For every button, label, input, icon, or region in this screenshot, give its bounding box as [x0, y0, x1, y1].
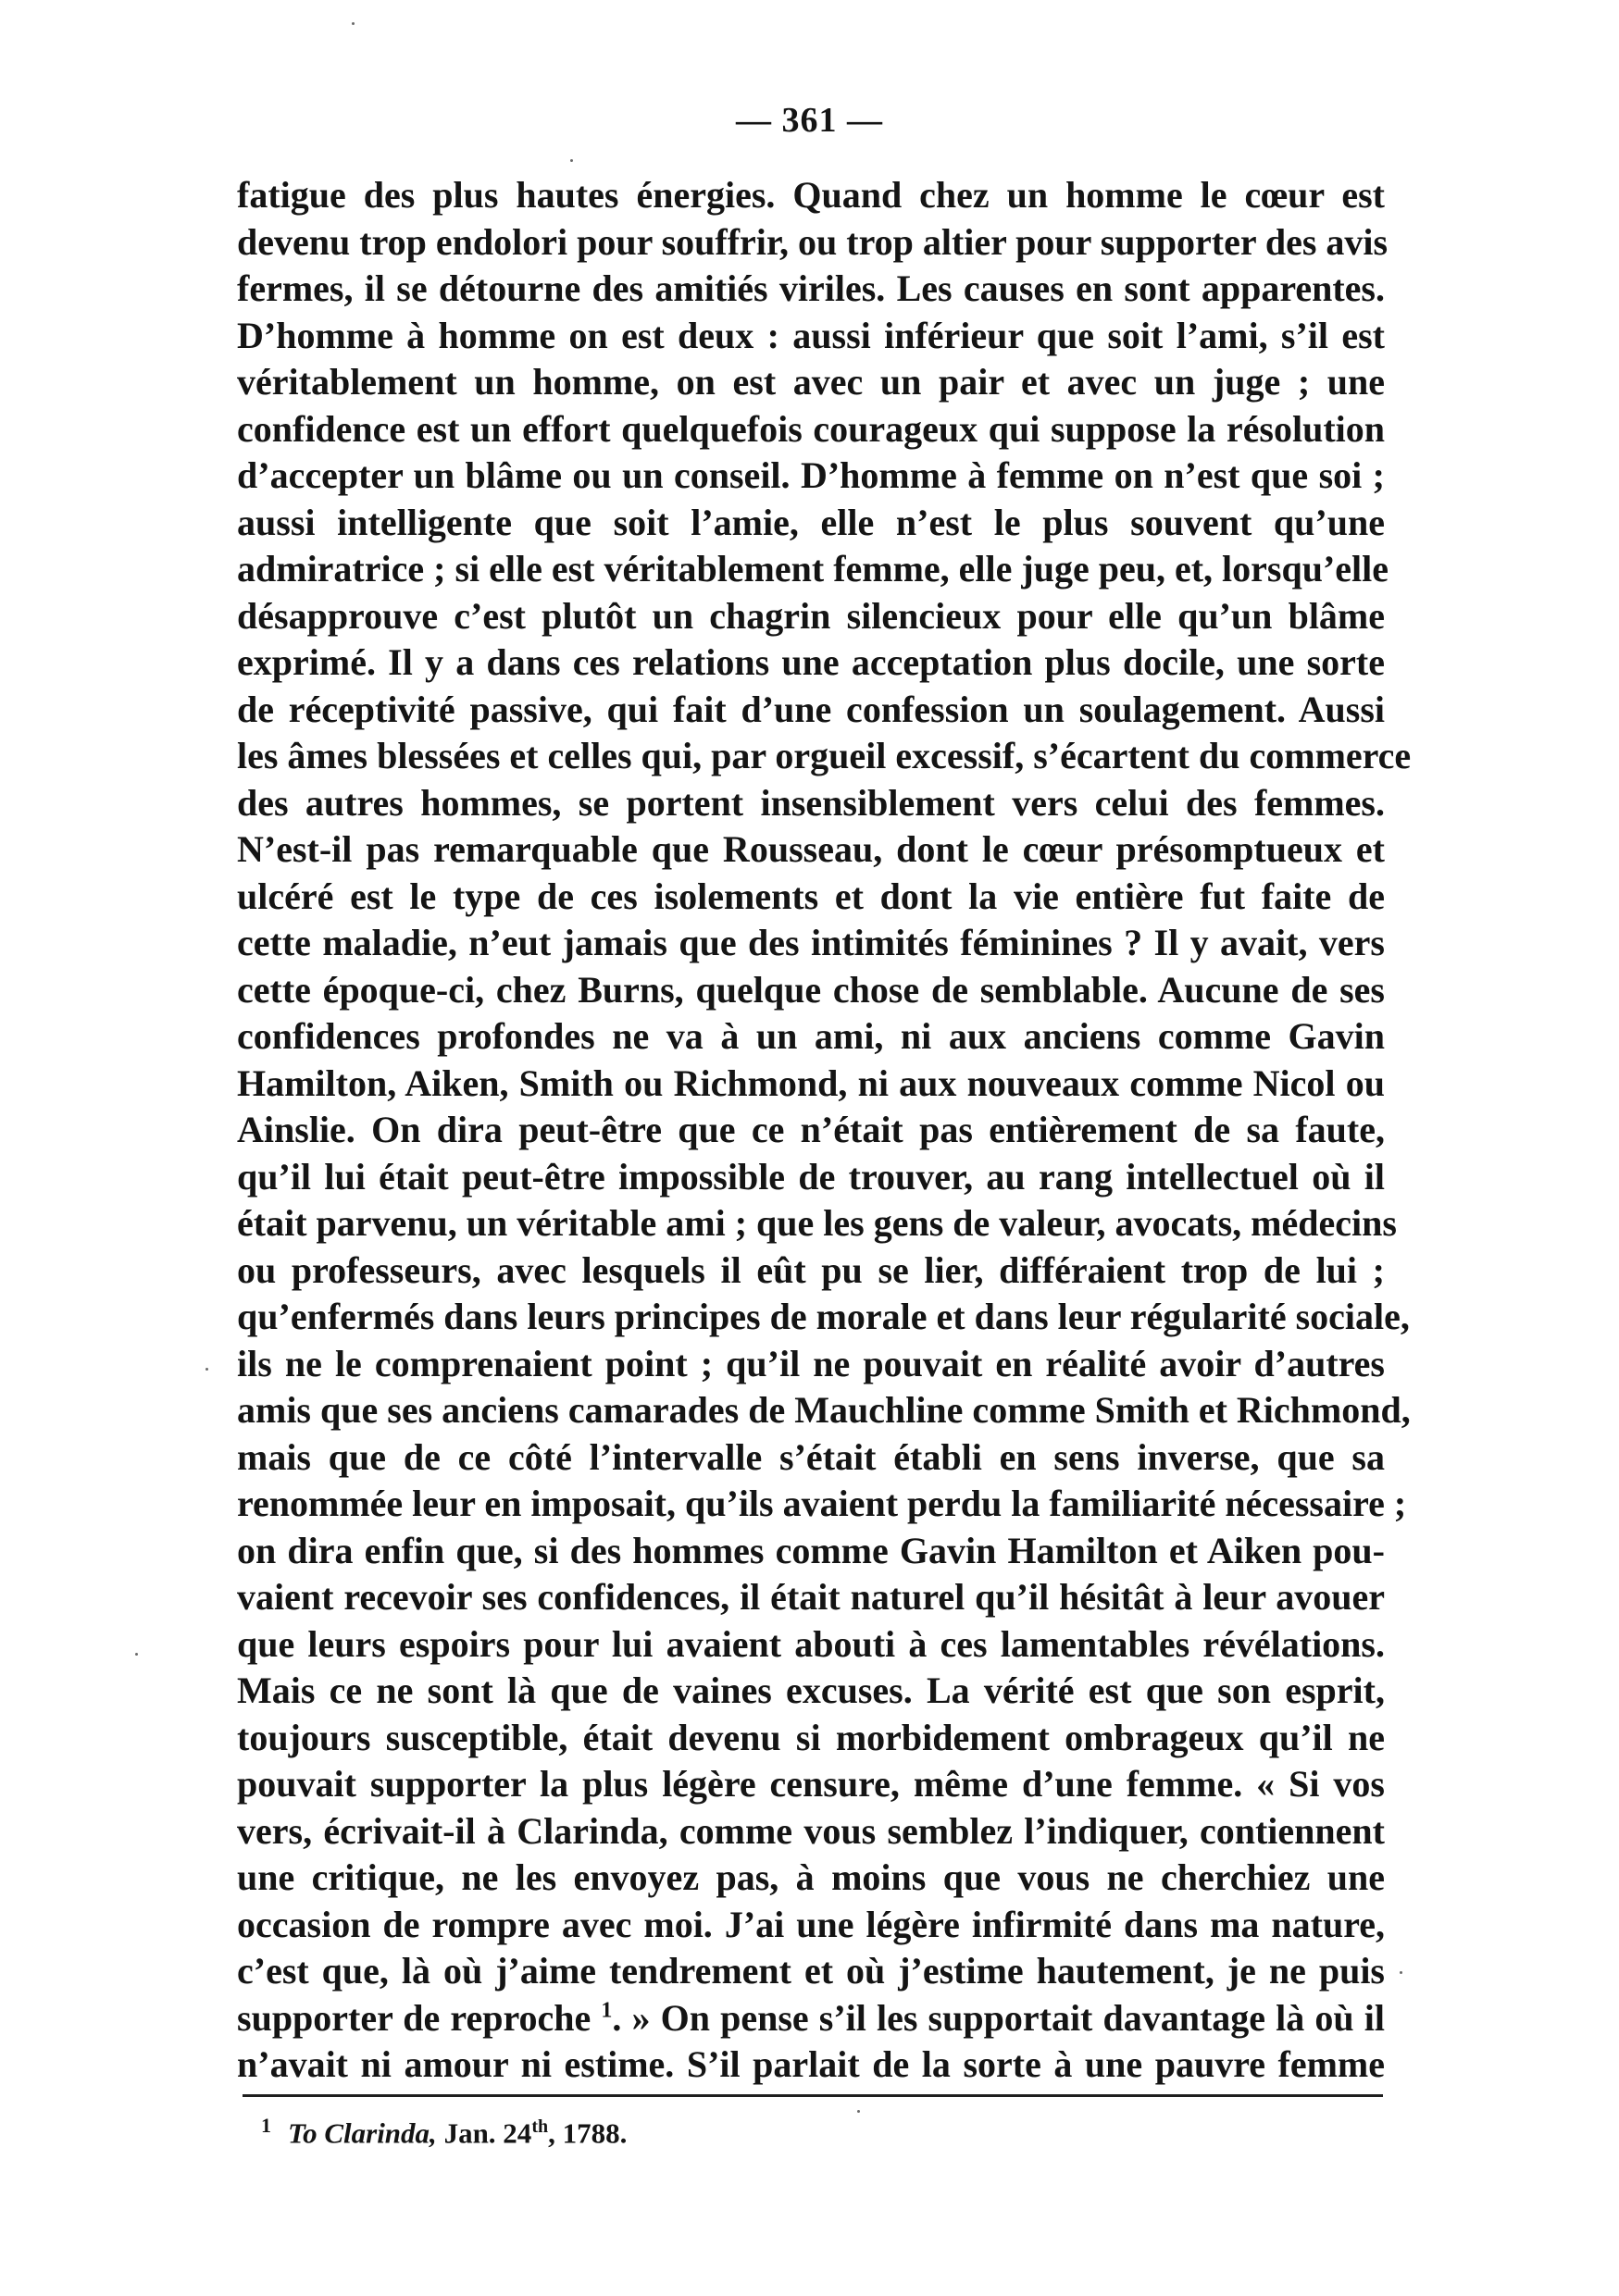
- text-line: d’accepter un blâme ou un conseil. D’homme à femme on n’est que soi ;: [237, 454, 1385, 496]
- text-line: ulcéré est le type de ces isolements et dont la vie entière fut faite de: [237, 875, 1385, 917]
- text-line: D’homme à homme on est deux : aussi inférieur que soit l’ami, s’il est: [237, 314, 1385, 356]
- text-line: admiratrice ; si elle est véritablement femme, elle juge peu, et, lorsqu’elle: [237, 548, 1389, 590]
- footnote-source: To Clarinda,: [288, 2116, 437, 2150]
- text-line: fermes, il se détourne des amitiés viriles. Les causes en sont apparentes.: [237, 267, 1385, 309]
- text-line: qu’il lui était peut-être impossible de trouver, au rang intellectuel où il: [237, 1155, 1385, 1198]
- paper-speck: [205, 1368, 208, 1371]
- text-line: Mais ce ne sont là que de vaines excuses. La vérité est que son esprit,: [237, 1669, 1385, 1711]
- text-line: qu’enfermés dans leurs principes de morale et dans leur régularité sociale,: [237, 1296, 1410, 1337]
- text-line: véritablement un homme, on est avec un pair et avec un juge ; une: [237, 361, 1385, 403]
- text-line: aussi intelligente que soit l’amie, elle n’est le plus souvent qu’une: [237, 501, 1385, 543]
- text-line: de réceptivité passive, qui fait d’une confession un soulagement. Aussi: [237, 688, 1385, 730]
- paper-speck: [1400, 1971, 1402, 1974]
- text-line: N’est-il pas remarquable que Rousseau, dont le cœur présomptueux et: [237, 828, 1385, 870]
- paper-speck: [570, 159, 573, 162]
- text-line: des autres hommes, se portent insensiblement vers celui des femmes.: [237, 781, 1385, 824]
- text-line: vaient recevoir ses confidences, il était naturel qu’il hésitât à leur avouer: [237, 1576, 1385, 1618]
- text-line: confidences profondes ne va à un ami, ni aux anciens comme Gavin: [237, 1015, 1385, 1057]
- text-line: renommée leur en imposait, qu’ils avaient perdu la familiarité nécessaire ;: [237, 1483, 1407, 1524]
- text-line: ou professeurs, avec lesquels il eût pu se lier, différaient trop de lui ;: [237, 1248, 1385, 1291]
- text-line: désapprouve c’est plutôt un chagrin silencieux pour elle qu’un blâme: [237, 594, 1385, 637]
- footnote-divider: [243, 2094, 1383, 2097]
- footnote-mark: 1: [261, 2114, 271, 2137]
- text-line: cette maladie, n’eut jamais que des intimités féminines ? Il y avait, vers: [237, 922, 1385, 963]
- paper-speck: [352, 22, 355, 25]
- page-number: — 361 —: [736, 101, 883, 140]
- text-line: c’est que, là où j’aime tendrement et où j’estime hautement, je ne puis: [237, 1950, 1385, 1992]
- text-line: n’avait ni amour ni estime. S’il parlait de la sorte à une pauvre femme: [237, 2043, 1385, 2085]
- footnote-date: Jan. 24: [443, 2116, 532, 2150]
- text-line: Ainslie. On dira peut-être que ce n’était pas entièrement de sa faute,: [237, 1109, 1385, 1150]
- text-line: ils ne le comprenaient point ; qu’il ne pouvait en réalité avoir d’autres: [237, 1342, 1385, 1384]
- text-line-with-footnote-ref: [237, 1995, 1385, 2042]
- text-line: était parvenu, un véritable ami ; que les gens de valeur, avocats, médecins: [237, 1202, 1397, 1244]
- footnote-date-suffix: th: [531, 2116, 549, 2137]
- text-line: une critique, ne les envoyez pas, à moins que vous ne cherchiez une: [237, 1856, 1385, 1898]
- text-line: cette époque-ci, chez Burns, quelque chose de semblable. Aucune de ses: [237, 968, 1385, 1011]
- text-line: occasion de rompre avec moi. J’ai une légère infirmité dans ma nature,: [237, 1903, 1385, 1945]
- text-line: Hamilton, Aiken, Smith ou Richmond, ni aux nouveaux comme Nicol ou: [237, 1061, 1385, 1104]
- paper-speck: [857, 2110, 860, 2113]
- text-line: on dira enfin que, si des hommes comme Gavin Hamilton et Aiken pou-: [237, 1529, 1385, 1571]
- footnote-date-year: , 1788.: [548, 2116, 628, 2150]
- footnote-reference-mark[interactable]: 1: [601, 1998, 613, 2023]
- text-fragment: . » On pense s’il les supportait davantage là où il: [612, 1996, 1386, 2039]
- text-fragment: supporter de reproche: [237, 1996, 592, 2039]
- text-line: vers, écrivait-il à Clarinda, comme vous semblez l’indiquer, contiennent: [237, 1809, 1385, 1852]
- paper-speck: [135, 1653, 138, 1656]
- text-line: exprimé. Il y a dans ces relations une acceptation plus docile, une sorte: [237, 641, 1385, 683]
- text-line: pouvait supporter la plus légère censure, même d’une femme. « Si vos: [237, 1763, 1385, 1805]
- footnote: [261, 2114, 627, 2150]
- text-line: les âmes blessées et celles qui, par orgueil excessif, s’écartent du commerce: [237, 735, 1412, 776]
- text-line: fatigue des plus hautes énergies. Quand chez un homme le cœur est: [237, 174, 1385, 216]
- body-text: [237, 172, 1412, 2089]
- text-line: confidence est un effort quelquefois courageux qui suppose la résolution: [237, 407, 1385, 450]
- text-line: que leurs espoirs pour lui avaient abouti à ces lamentables révélations.: [237, 1622, 1385, 1665]
- text-line: devenu trop endolori pour souffrir, ou trop altier pour supporter des avis: [237, 220, 1389, 263]
- text-line: toujours susceptible, était devenu si morbidement ombrageux qu’il ne: [237, 1716, 1385, 1758]
- text-line: amis que ses anciens camarades de Mauchline comme Smith et Richmond,: [237, 1389, 1411, 1431]
- text-line: mais que de ce côté l’intervalle s’était établi en sens inverse, que sa: [237, 1435, 1385, 1478]
